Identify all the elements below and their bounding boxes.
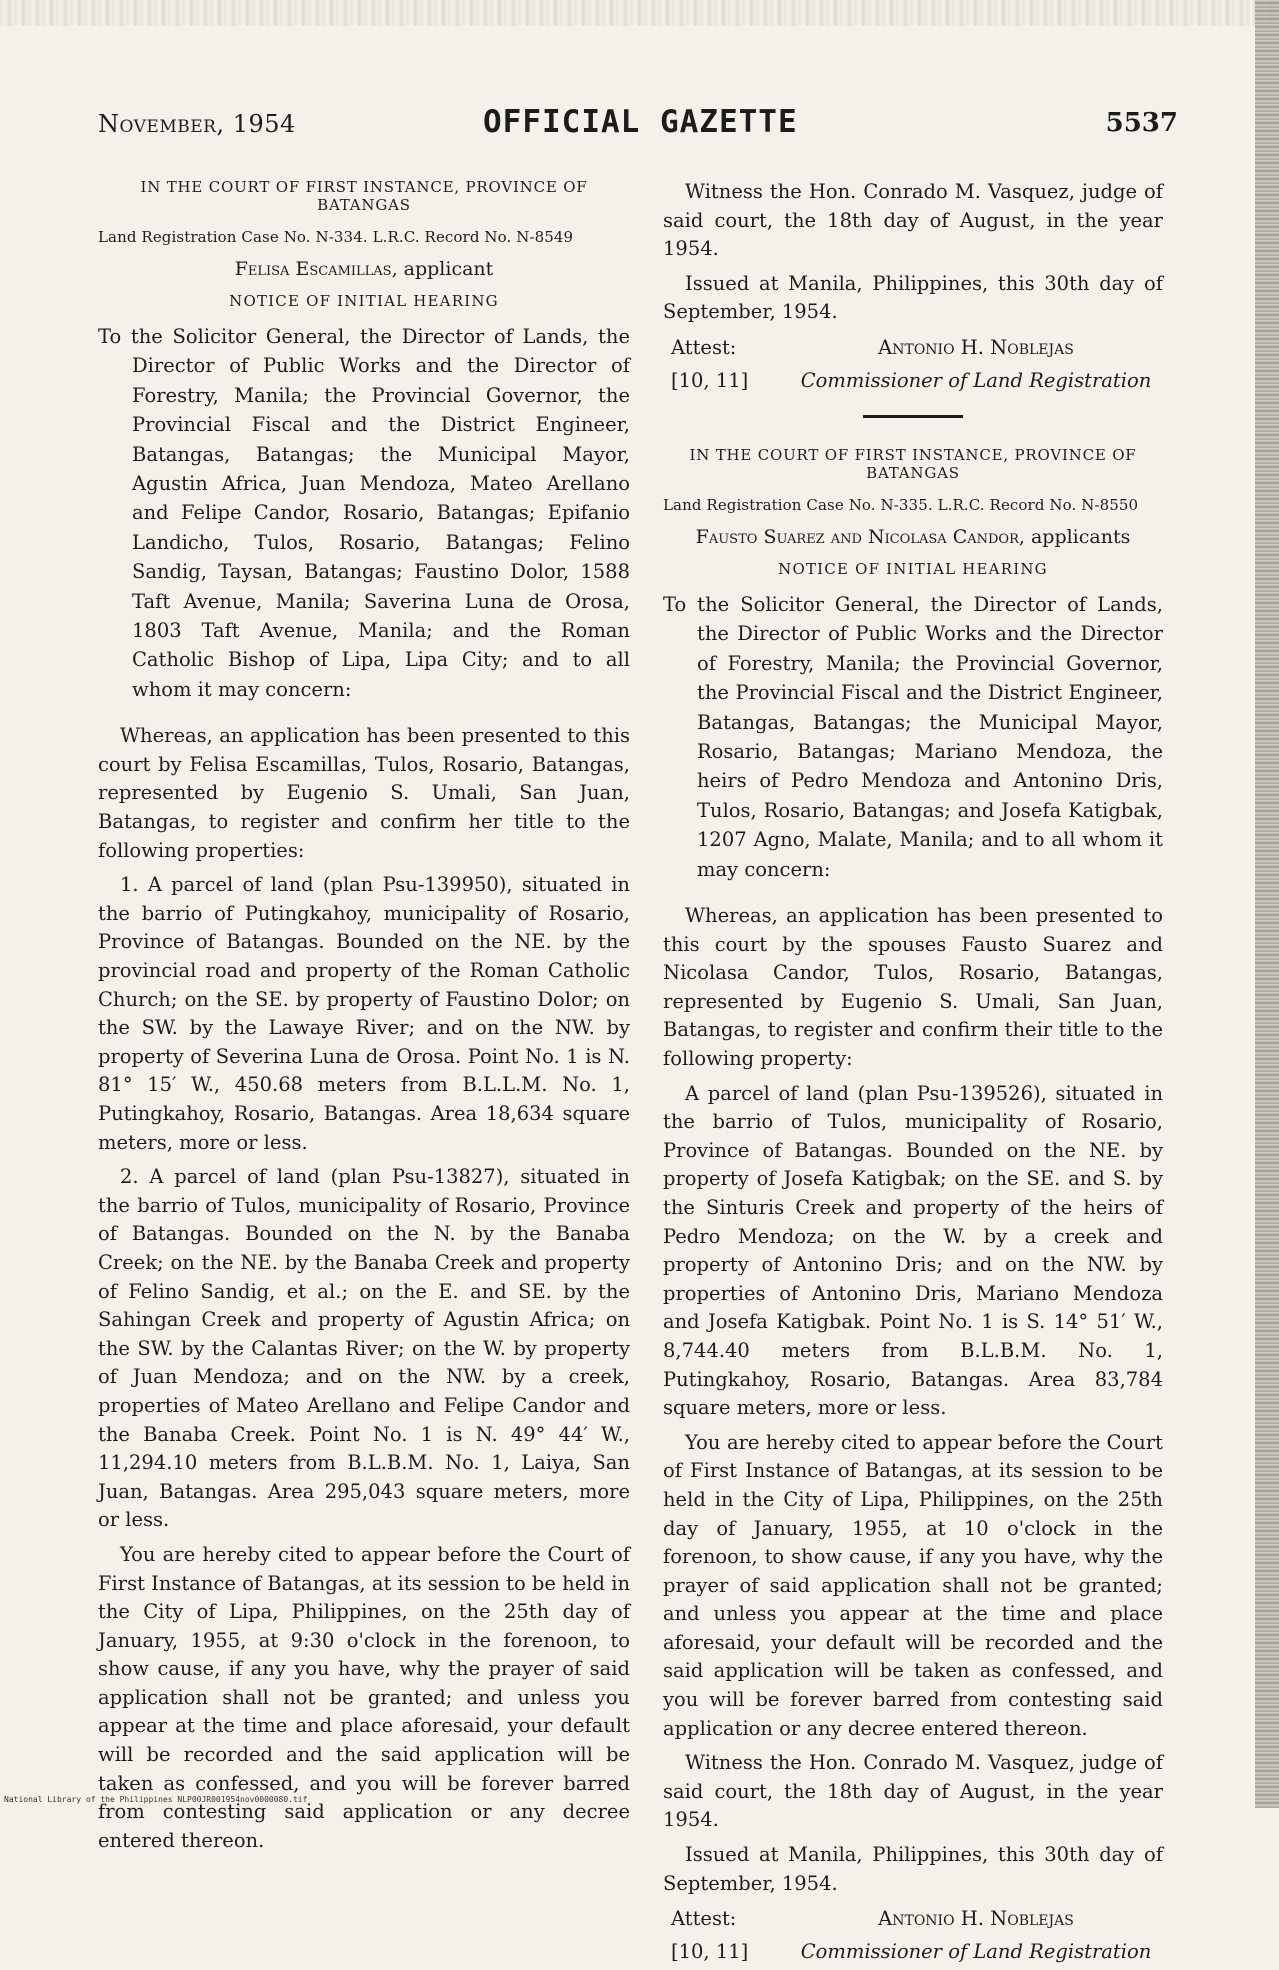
case-number-line: Land Registration Case No. N-335. L.R.C. Record No. N-8550: [663, 495, 1139, 514]
attest-title-line: [663, 1937, 1163, 1966]
citation-paragraph: You are hereby cited to appear before the Court of First Instance of Batangas, at its session to be held in the City of Lipa, Philippines, on the 25th day of January, 1955, at 9:30 o'clock in the forenoon, to show cause, if any you have, why the prayer of said application shall not be granted; and unless you appear at the time and place aforesaid, your default will be recorded and the said application will be taken as confessed, and you will be forever barred from contesting said application or any decree entered thereon.: [98, 1542, 630, 1852]
attest-label: Attest:: [671, 335, 737, 359]
parcel-1-paragraph: 1. A parcel of land (plan Psu-139950), situated in the barrio of Putingkahoy, municipality of Rosario, Province of Batangas. Bounded on the NE. by the provincial road and property of the Roman Catholic Church; on the SE. by property of Faustino Dolor; on the SW. by the Lawaye River; and on the NW. by property of Severina Luna de Orosa. Point No. 1 is N. 81° 15′ W., 450.68 meters from B.L.L.M. No. 1, Putingkahoy, Rosario, Batangas. Area 18,634 square meters, more or less.: [98, 873, 630, 1154]
column-left: [98, 178, 630, 1861]
attest-reference: [10, 11]: [671, 1940, 749, 1964]
attest-name: Antonio H. Noblejas: [878, 335, 1074, 359]
page-header: [98, 104, 1178, 144]
parcel-2-paragraph: 2. A parcel of land (plan Psu-13827), situated in the barrio of Tulos, municipality of Rosario, Province of Batangas. Bounded on the N. by the Banaba Creek; on the NE. by the Banaba Creek and property of Felino Sandig, et al.; on the E. and SE. by the Sahingan Creek and property of Agustin Africa; on the SW. by the Calantas River; on the W. by property of Juan Mendoza; and on the NW. by a creek, properties of Mateo Arellano and Felipe Candor and the Banaba Creek. Point No. 1 is N. 49° 44′ W., 11,294.10 meters from B.L.B.M. No. 1, Laiya, San Juan, Batangas. Area 295,043 square meters, more or less.: [98, 1165, 630, 1532]
attest-reference: [10, 11]: [671, 368, 749, 392]
case-number-line: Land Registration Case No. N-334. L.R.C. Record No. N-8549: [98, 228, 574, 246]
court-heading: IN THE COURT OF FIRST INSTANCE, PROVINCE OF BATANGAS: [689, 445, 1137, 482]
whereas-paragraph: Whereas, an application has been presented to this court by the spouses Fausto Suarez and Nicolasa Candor, Tulos, Rosario, Batangas, represented by Eugenio S. Umali, San Juan, Batangas, to register and confirm their title to the following property:: [663, 904, 1163, 1070]
witness-paragraph: Witness the Hon. Conrado M. Vasquez, judge of said court, the 18th day of August, in the year 1954.: [663, 180, 1163, 261]
addressee-block: To the Solicitor General, the Director of Lands, the Director of Public Works and the Director of Forestry, Manila; the Provincial Governor, the Provincial Fiscal and the District Engineer, Batangas, Batangas; the Municipal Mayor, Rosario, Batangas; Mariano Mendoza, the heirs of Pedro Mendoza and Antonino Dris, Tulos, Rosario, Batangas; and Josefa Katigbak, 1207 Agno, Malate, Manila; and to all whom it may concern:: [663, 592, 1163, 881]
scan-noise-top: [0, 0, 1279, 26]
header-publication-title: OFFICIAL GAZETTE: [483, 104, 798, 140]
applicant-suffix: , applicant: [391, 258, 494, 280]
attest-title: Commissioner of Land Registration: [800, 1940, 1152, 1964]
header-date: November, 1954: [98, 110, 296, 138]
citation-paragraph: You are hereby cited to appear before the Court of First Instance of Batangas, at its session to be held in the City of Lipa, Philippines, on the 25th day of January, 1955, at 10 o'clock in the forenoon, to show cause, if any you have, why the prayer of said application shall not be granted; and unless you appear at the time and place aforesaid, your default will be recorded and the said application will be taken as confessed, and you will be forever barred from contesting said application or any decree entered thereon.: [663, 1430, 1163, 1740]
issued-paragraph: Issued at Manila, Philippines, this 30th day of September, 1954.: [663, 1843, 1163, 1895]
scan-source-footer: National Library of the Philippines NLP00JR001954nov0000080.tif: [4, 1795, 308, 1804]
notice-title: NOTICE OF INITIAL HEARING: [229, 292, 499, 310]
attest-title: Commissioner of Land Registration: [800, 368, 1152, 392]
attest-title-line: [663, 366, 1163, 395]
whereas-paragraph: Whereas, an application has been presented to this court by Felisa Escamillas, Tulos, Rosario, Batangas, represented by Eugenio S. Umali, San Juan, Batangas, to register and confirm her title to the following properties:: [98, 724, 630, 862]
applicant-name: Fausto Suarez and Nicolasa Candor: [695, 525, 1019, 548]
applicant-line: [663, 526, 1163, 548]
section-divider: [863, 415, 963, 418]
column-right: [663, 178, 1163, 1970]
attest-line: [663, 333, 1163, 362]
notice-title: NOTICE OF INITIAL HEARING: [778, 559, 1048, 578]
witness-paragraph: Witness the Hon. Conrado M. Vasquez, judge of said court, the 18th day of August, in the year 1954.: [663, 1751, 1163, 1832]
parcel-paragraph: A parcel of land (plan Psu-139526), situated in the barrio of Tulos, municipality of Rosario, Province of Batangas. Bounded on the NE. by property of Josefa Katigbak; on the SE. and S. by the Sinturis Creek and property of the heirs of Pedro Mendoza; on the W. by a creek and property of Antonino Dris; and on the NW. by properties of Antonino Dris, Mariano Mendoza and Josefa Katigbak. Point No. 1 is S. 14° 51′ W., 8,744.40 meters from B.L.B.M. No. 1, Putingkahoy, Rosario, Batangas. Area 83,784 square meters, more or less.: [663, 1081, 1163, 1420]
applicant-name: Felisa Escamillas: [234, 258, 392, 280]
attest-label: Attest:: [671, 1907, 737, 1931]
court-heading: IN THE COURT OF FIRST INSTANCE, PROVINCE OF BATANGAS: [140, 178, 588, 214]
applicant-line: [98, 258, 630, 280]
attest-name: Antonio H. Noblejas: [878, 1907, 1074, 1931]
attest-line: [663, 1904, 1163, 1933]
scan-page-edge: [1255, 0, 1279, 1808]
applicant-suffix: , applicants: [1018, 525, 1131, 548]
addressee-block: To the Solicitor General, the Director of Lands, the Director of Public Works and the Director of Forestry, Manila; the Provincial Governor, the Provincial Fiscal and the District Engineer, Batangas, Batangas; the Municipal Mayor, Agustin Africa, Juan Mendoza, Mateo Arellano and Felipe Candor, Rosario, Batangas; Epifanio Landicho, Tulos, Rosario, Batangas; Felino Sandig, Taysan, Batangas; Faustino Dolor, 1588 Taft Avenue, Manila; Saverina Luna de Orosa, 1803 Taft Avenue, Manila; and the Roman Catholic Bishop of Lipa, Lipa City; and to all whom it may concern:: [98, 325, 630, 701]
header-page-number: 5537: [1105, 108, 1178, 138]
issued-paragraph: Issued at Manila, Philippines, this 30th day of September, 1954.: [663, 271, 1163, 324]
